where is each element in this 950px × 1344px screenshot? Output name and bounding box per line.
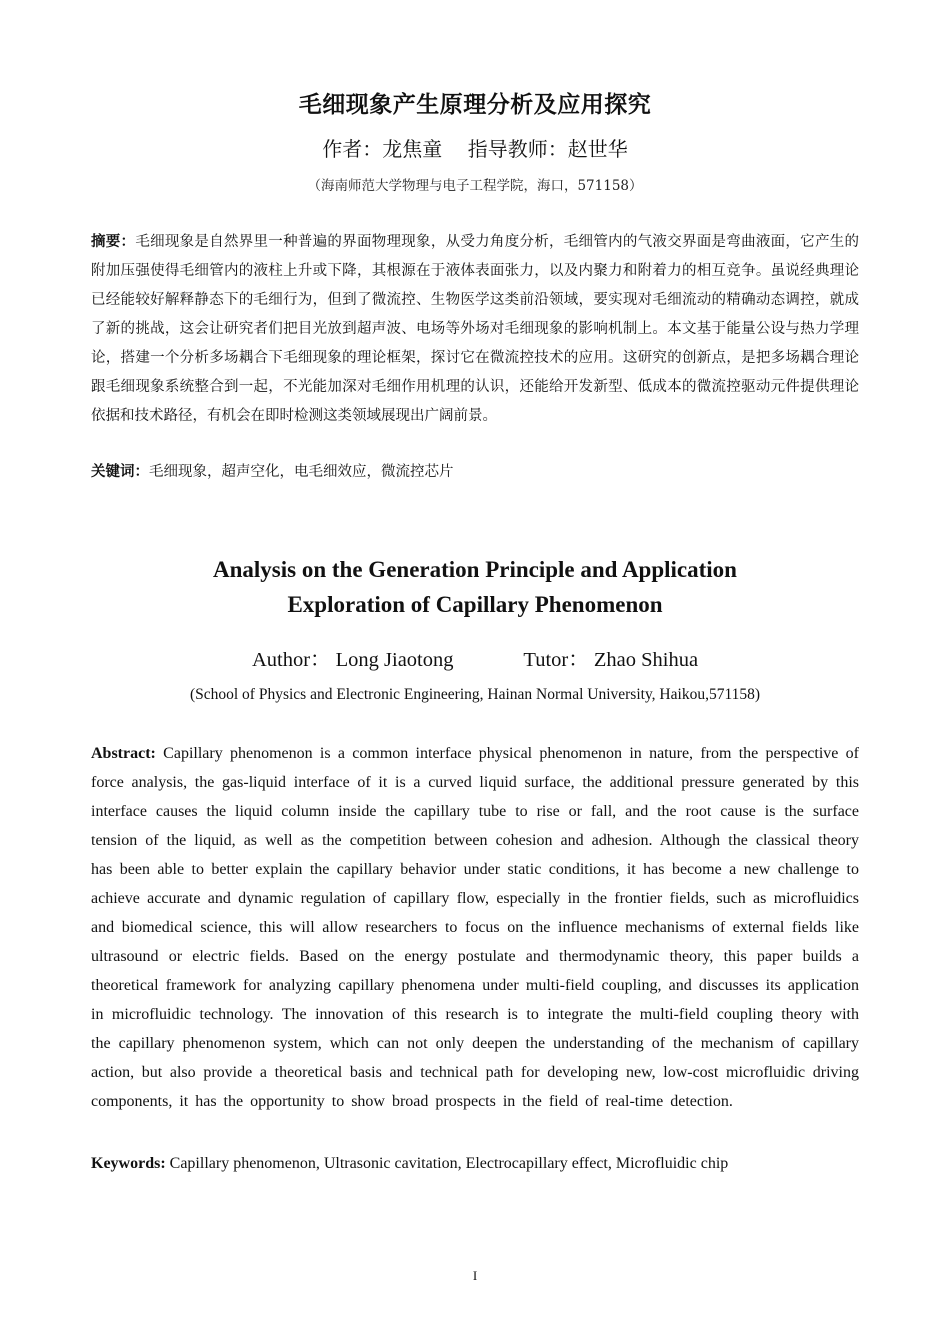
english-keywords-text: Capillary phenomenon, Ultrasonic cavitation, Electrocapillary effect, Microfluidic chip <box>169 1155 729 1172</box>
chinese-keywords-text: 毛细现象，超声空化，电毛细效应，微流控芯片 <box>149 464 454 480</box>
english-title <box>150 552 800 622</box>
chinese-keywords <box>91 458 859 487</box>
chinese-abstract <box>91 228 859 431</box>
chinese-title: 毛细现象产生原理分析及应用探究 <box>298 92 652 118</box>
english-abstract <box>91 739 859 1116</box>
chinese-keywords-label: 关键词： <box>91 464 149 480</box>
chinese-affiliation: （海南师范大学物理与电子工程学院，海口，571158） <box>307 178 643 194</box>
chinese-author-line: 作者：龙焦童 指导教师：赵世华 <box>322 137 628 161</box>
english-author-line <box>0 642 950 672</box>
english-author-label: Author： <box>251 649 331 671</box>
english-keywords <box>91 1149 859 1178</box>
english-title-line-1: Analysis on the Generation Principle and Application <box>213 557 737 582</box>
english-title-line-2: Exploration of Capillary Phenomenon <box>287 592 663 617</box>
english-keywords-label: Keywords: <box>91 1155 166 1172</box>
english-affiliation: (School of Physics and Electronic Engineering, Hainan Normal University, Haikou,571158) <box>189 686 761 703</box>
chinese-abstract-text: 毛细现象是自然界里一种普遍的界面物理现象，从受力角度分析，毛细管内的气液交界面是弯曲液面，它产生的附加压强使得毛细管内的液柱上升或下降，其根源在于液体表面张力，以及内聚力和附着力的相互竞争。虽说经典理论已经能较好解释静态下的毛细行为，但到了微流控、生物医学这类前沿领域，要实现对毛细流动的精确动态调控，就成了新的挑战，这会让研究者们把目光放到超声波、电场等外场对毛细现象的影响机制上。本文基于能量公设与热力学理论，搭建一个分析多场耦合下毛细现象的理论框架，探讨它在微流控技术的应用。这研究的创新点，是把多场耦合理论跟毛细现象系统整合到一起，不光能加深对毛细作用机理的认识，还能给开发新型、低成本的微流控驱动元件提供理论依据和技术路径，有机会在即时检测这类领域展现出广阔前景。 <box>91 234 860 424</box>
english-abstract-label: Abstract: <box>91 745 156 762</box>
english-abstract-text: Capillary phenomenon is a common interface physical phenomenon in nature, from the perspective of force analysis, the gas-liquid interface of it is a curved liquid surface, the additional pressure generated by this interface causes the liquid column inside the capillary tube to rise or fall, and the root cause is the surface tension of the liquid, as well as the competition between cohesion and adhesion. Although the classical theory has been able to better explain the capillary behavior under static conditions, it has become a new challenge to achieve accurate and dynamic regulation of capillary flow, especially in the frontier fields, such as microfluidics and biomedical science, this will allow researchers to focus on the influence mechanisms of external fields like ultrasound or electric fields. Based on the energy postulate and thermodynamic theory, this paper builds a theoretical framework for analyzing capillary phenomena under multi-field coupling, and discusses its application in microfluidic technology. The innovation of this research is to integrate the multi-field coupling theory with the capillary phenomenon system, which can not only deepen the understanding of the mechanism of capillary action, but also provide a theoretical basis and technical path for developing new, low-cost microfluidic driving components, it has the opportunity to show broad prospects in the field of real-time detection. <box>91 745 860 1110</box>
english-author-name: Long Jiaotong <box>335 649 454 671</box>
page-number: I <box>472 1268 478 1283</box>
english-tutor-name: Zhao Shihua <box>593 649 699 671</box>
chinese-abstract-label: 摘要： <box>91 234 136 250</box>
english-tutor-label: Tutor： <box>523 649 589 671</box>
